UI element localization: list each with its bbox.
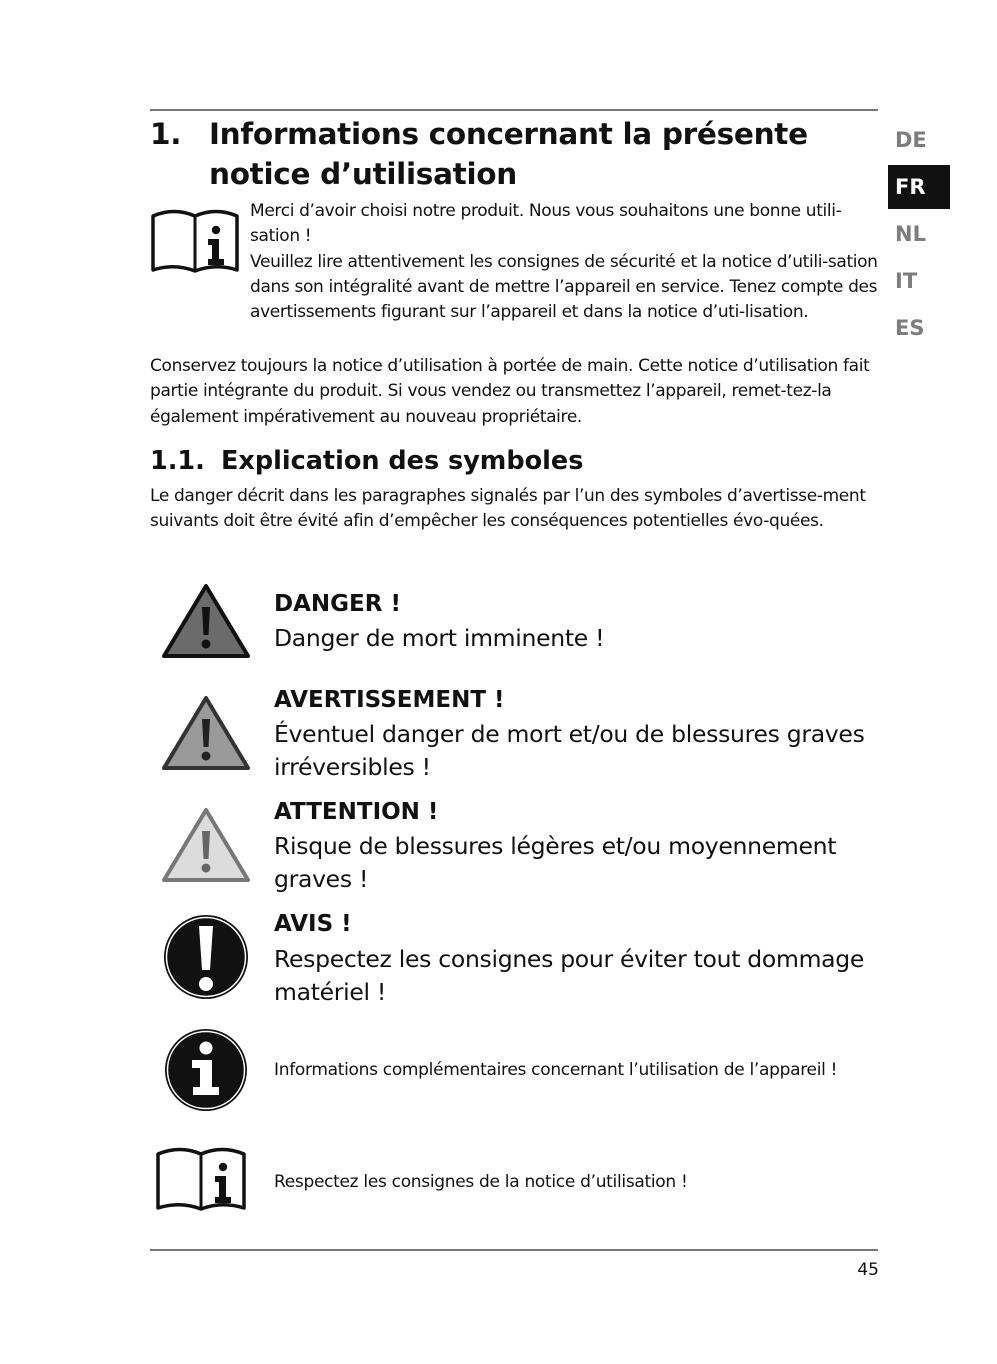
manual-info-book-icon	[150, 208, 240, 276]
info-circle-icon	[162, 1027, 250, 1113]
intro-paragraph-read: Veuillez lire attentivement les consignes de sécurité et la notice d’utili-sation dans son intégralité avant de mettre l’appareil en service. Tenez compte des avertissements figurant sur l’appareil et dans la notice d’uti-lisation.	[250, 251, 878, 323]
page-number: 45	[857, 1260, 879, 1280]
language-tab-nl[interactable]: NL	[895, 222, 926, 246]
warning-title: AVERTISSEMENT !	[274, 687, 505, 713]
top-rule	[150, 109, 878, 111]
language-tab-es[interactable]: ES	[895, 316, 925, 340]
danger-title: DANGER !	[274, 591, 401, 617]
language-tab-it[interactable]: IT	[895, 269, 918, 293]
chapter-title: Informations concernant la présente notice d’utilisation	[209, 117, 808, 191]
info-text: Informations complémentaires concernant l’utilisation de l’appareil !	[274, 1060, 838, 1080]
notice-title: AVIS !	[274, 911, 352, 937]
warning-text: Éventuel danger de mort et/ou de blessures graves irréversibles !	[274, 720, 865, 781]
intro-block	[250, 199, 882, 325]
notice-text: Respectez les consignes pour éviter tout dommage matériel !	[274, 945, 865, 1006]
caution-title: ATTENTION !	[274, 799, 439, 825]
keep-manual-paragraph: Conservez toujours la notice d’utilisation à portée de main. Cette notice d’utilisation fait partie intégrante du produit. Si vous vendez ou transmettez l’appareil, remet-tez-la également impérativement au nouveau propriétaire.	[150, 356, 870, 427]
exclamation-circle-icon	[161, 912, 251, 1002]
section-description: Le danger décrit dans les paragraphes signalés par l’un des symboles d’avertisse-ment suivants doit être évité afin d’empêcher les conséquences potentielles évo-quées.	[150, 486, 866, 532]
bottom-rule	[150, 1249, 878, 1251]
intro-paragraph-thanks: Merci d’avoir choisi notre produit. Nous vous souhaitons une bonne utili-sation !	[250, 201, 842, 247]
warning-triangle-icon	[161, 695, 251, 771]
manual-text: Respectez les consignes de la notice d’utilisation !	[274, 1172, 688, 1192]
manual-info-book-icon	[155, 1146, 247, 1214]
caution-triangle-icon	[161, 807, 251, 883]
section-number: 1.1.	[150, 446, 205, 476]
section-title: Explication des symboles	[221, 446, 584, 476]
caution-text: Risque de blessures légères et/ou moyennement graves !	[274, 832, 837, 893]
chapter-number: 1.	[150, 117, 182, 151]
language-tab-fr[interactable]: FR	[888, 165, 950, 209]
danger-warning-triangle-icon	[161, 583, 251, 659]
danger-text: Danger de mort imminente !	[274, 624, 605, 652]
language-tab-de[interactable]: DE	[895, 128, 927, 152]
